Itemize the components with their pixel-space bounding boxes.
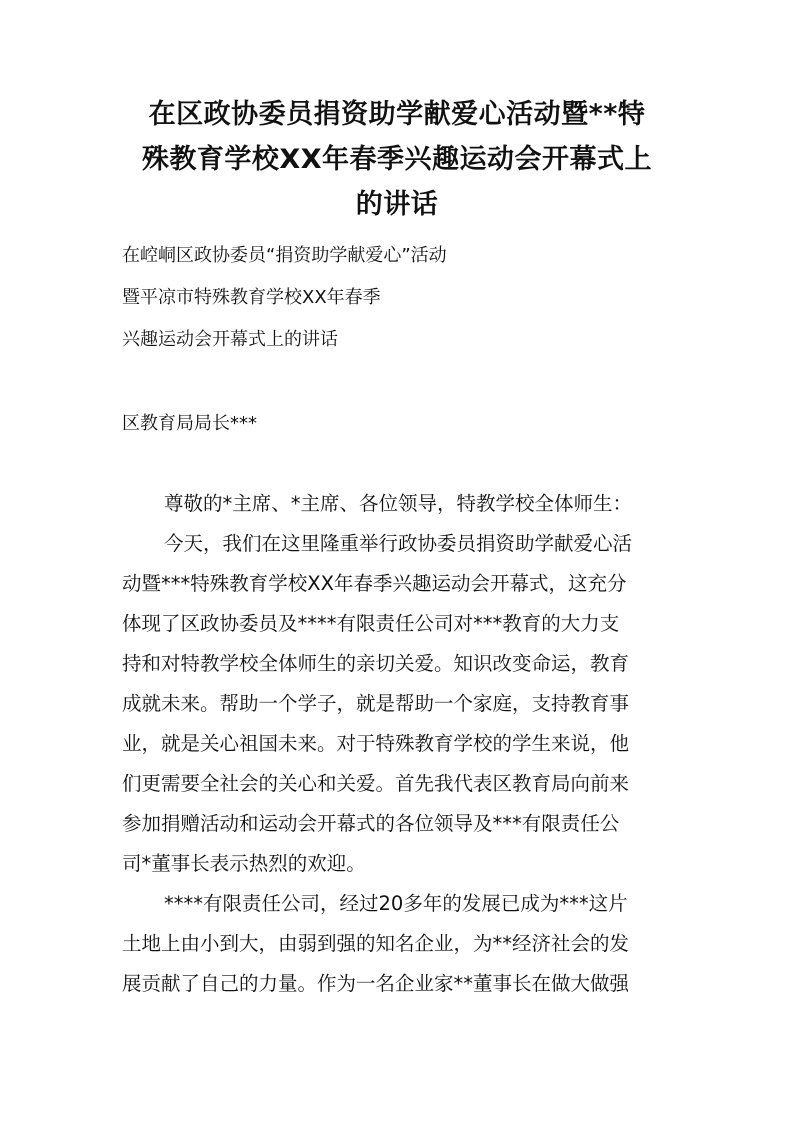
body-line: 动暨***特殊教育学校XX年春季兴趣运动会开幕式，这充分 — [122, 572, 627, 595]
body-line: 体现了区政协委员及****有限责任公司对***教育的大力支 — [122, 612, 620, 635]
speaker-byline: 区教育局局长*** — [122, 413, 257, 434]
body-line: ****有限责任公司，经过20多年的发展已成为***这片 — [164, 892, 628, 915]
body-line: 土地上由小到大，由弱到强的知名企业，为**经济社会的发 — [122, 932, 630, 955]
title-line-1: 在区政协委员捐资助学献爱心活动暨**特 — [148, 99, 646, 130]
subtitle-line-3: 兴趣运动会开幕式上的讲话 — [122, 329, 338, 350]
body-line: 们更需要全社会的关心和关爱。首先我代表区教育局向前来 — [122, 772, 630, 795]
body-line: 今天，我们在这里隆重举行政协委员捐资助学献爱心活 — [164, 532, 633, 555]
body-line: 参加捐赠活动和运动会开幕式的各位领导及***有限责任公 — [122, 812, 620, 835]
body-line: 司*董事长表示热烈的欢迎。 — [122, 852, 366, 875]
body-line: 业，就是关心祖国未来。对于特殊教育学校的学生来说，他 — [122, 732, 630, 755]
salutation-line: 尊敬的*主席、*主席、各位领导，特教学校全体师生： — [164, 492, 633, 515]
subtitle-line-2: 暨平凉市特殊教育学校XX年春季 — [122, 287, 381, 308]
document-title — [110, 92, 684, 227]
body-line: 成就未来。帮助一个学子，就是帮助一个家庭，支持教育事 — [122, 692, 630, 715]
body-line: 展贡献了自己的力量。作为一名企业家**董事长在做大做强 — [122, 972, 630, 995]
title-line-2: 殊教育学校XX年春季兴趣运动会开幕式上 — [141, 144, 653, 175]
title-line-3: 的讲话 — [355, 189, 439, 220]
body-line: 持和对特教学校全体师生的亲切关爱。知识改变命运，教育 — [122, 652, 630, 675]
subtitle-line-1: 在崆峒区政协委员“捐资助学献爱心”活动 — [122, 245, 447, 266]
